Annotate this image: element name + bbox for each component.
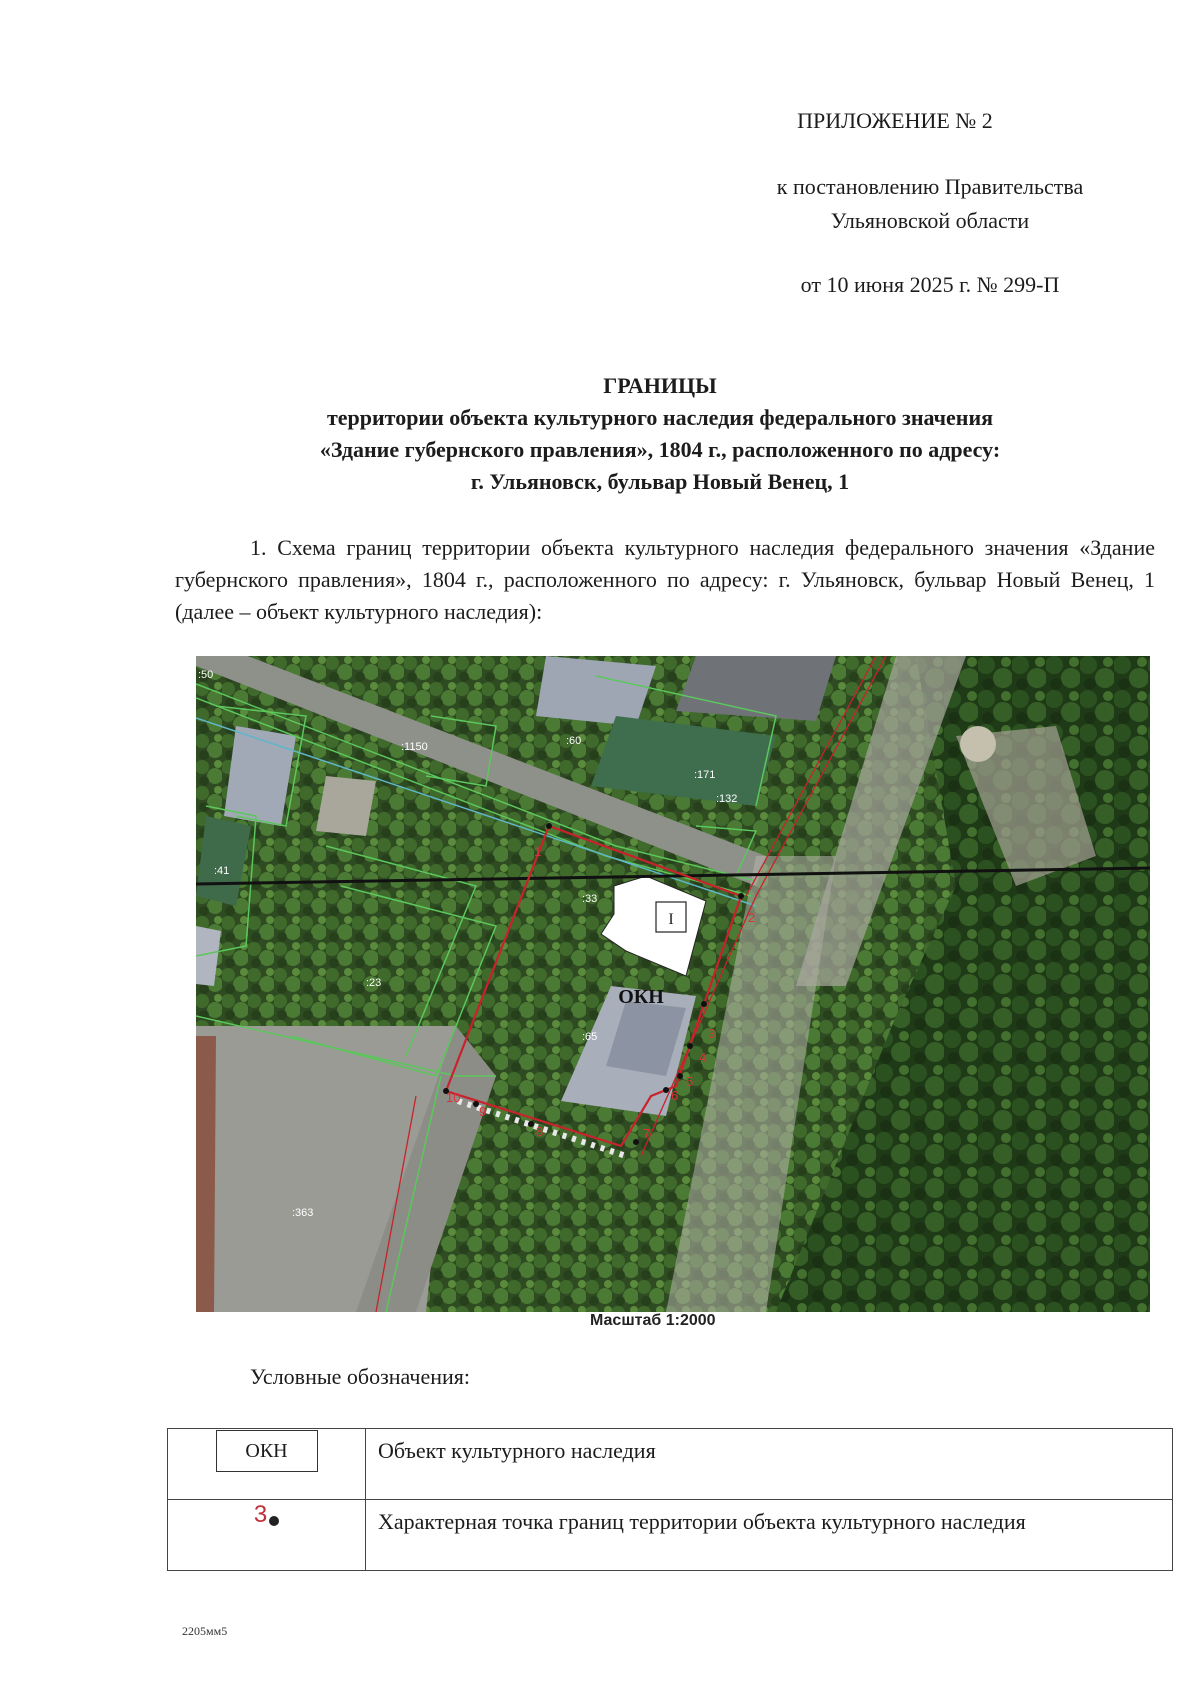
point-number: 1 bbox=[534, 844, 542, 859]
document-subtitle-1: территории объекта культурного наследия федерального значения bbox=[326, 405, 994, 430]
point-marker bbox=[738, 893, 744, 899]
legend-description: Характерная точка границ территории объекта культурного наследия bbox=[366, 1500, 1173, 1571]
footer-code: 2205мм5 bbox=[182, 1624, 228, 1638]
cadastral-label: :65 bbox=[582, 1031, 598, 1043]
legend-table bbox=[167, 1428, 1173, 1571]
cadastral-label: :50 bbox=[198, 669, 214, 681]
point-marker bbox=[701, 1001, 707, 1007]
document-title: ГРАНИЦЫ bbox=[603, 373, 717, 398]
point-number: 8 bbox=[536, 1124, 544, 1139]
cadastral-label: :60 bbox=[566, 735, 582, 747]
cadastral-label: :23 bbox=[366, 977, 382, 989]
cadastral-label: :1150 bbox=[401, 741, 428, 753]
scheme-paragraph: 1. Схема границ территории объекта культурного наследия федерального значения «Здание губернского правления», 1804 г., расположенного по адресу: г. Ульяновск, бульвар Новый Венец, 1 (далее – объект культурного наследия): bbox=[175, 535, 1155, 624]
point-number: 7 bbox=[643, 1126, 651, 1141]
point-marker bbox=[687, 1043, 693, 1049]
point-number: 6 bbox=[671, 1088, 679, 1103]
building-roof bbox=[196, 1036, 216, 1312]
cadastral-label: :363 bbox=[292, 1207, 314, 1219]
point-number: 10 bbox=[446, 1090, 461, 1105]
legend-title: Условные обозначения: bbox=[250, 1364, 471, 1389]
footprint-box-label: I bbox=[668, 911, 674, 928]
resolution-date-number: от 10 июня 2025 г. № 299-П bbox=[800, 272, 1060, 297]
point-marker bbox=[663, 1087, 669, 1093]
point-marker bbox=[528, 1121, 534, 1127]
legend-symbol-cell bbox=[168, 1429, 366, 1500]
point-number-symbol: 3 bbox=[253, 1501, 268, 1528]
resolution-line-1: к постановлению Правительства bbox=[776, 174, 1084, 199]
building-roof bbox=[536, 656, 656, 726]
point-marker bbox=[677, 1073, 683, 1079]
point-number: 3 bbox=[708, 1026, 716, 1041]
document-subtitle-3: г. Ульяновск, бульвар Новый Венец, 1 bbox=[470, 469, 850, 494]
point-number: 2 bbox=[748, 910, 756, 925]
point-marker bbox=[546, 823, 552, 829]
legend-row bbox=[168, 1500, 1173, 1571]
building-roof bbox=[316, 776, 376, 836]
point-number: 5 bbox=[686, 1074, 694, 1089]
map-scale: Масштаб 1:2000 bbox=[590, 1312, 716, 1329]
cadastral-label: :132 bbox=[716, 793, 738, 805]
point-number: 4 bbox=[699, 1050, 707, 1065]
point-marker bbox=[633, 1139, 639, 1145]
resolution-line-2: Ульяновской области bbox=[830, 208, 1030, 233]
cadastral-label: :41 bbox=[214, 865, 230, 877]
point-number: 9 bbox=[479, 1104, 487, 1119]
legend-row bbox=[168, 1429, 1173, 1500]
cadastral-label: :33 bbox=[582, 893, 598, 905]
boundary-map bbox=[196, 656, 1150, 1312]
okn-map-label: ОКН bbox=[618, 986, 664, 1008]
legend-symbol-cell bbox=[168, 1500, 366, 1571]
appendix-title: ПРИЛОЖЕНИЕ № 2 bbox=[797, 108, 993, 133]
legend-description: Объект культурного наследия bbox=[366, 1429, 1173, 1500]
cadastral-label: :171 bbox=[694, 769, 716, 781]
point-dot-icon bbox=[269, 1516, 279, 1526]
okn-symbol: ОКН bbox=[216, 1430, 318, 1472]
fountain bbox=[960, 726, 996, 762]
document-subtitle-2: «Здание губернского правления», 1804 г., расположенного по адресу: bbox=[319, 437, 1001, 462]
